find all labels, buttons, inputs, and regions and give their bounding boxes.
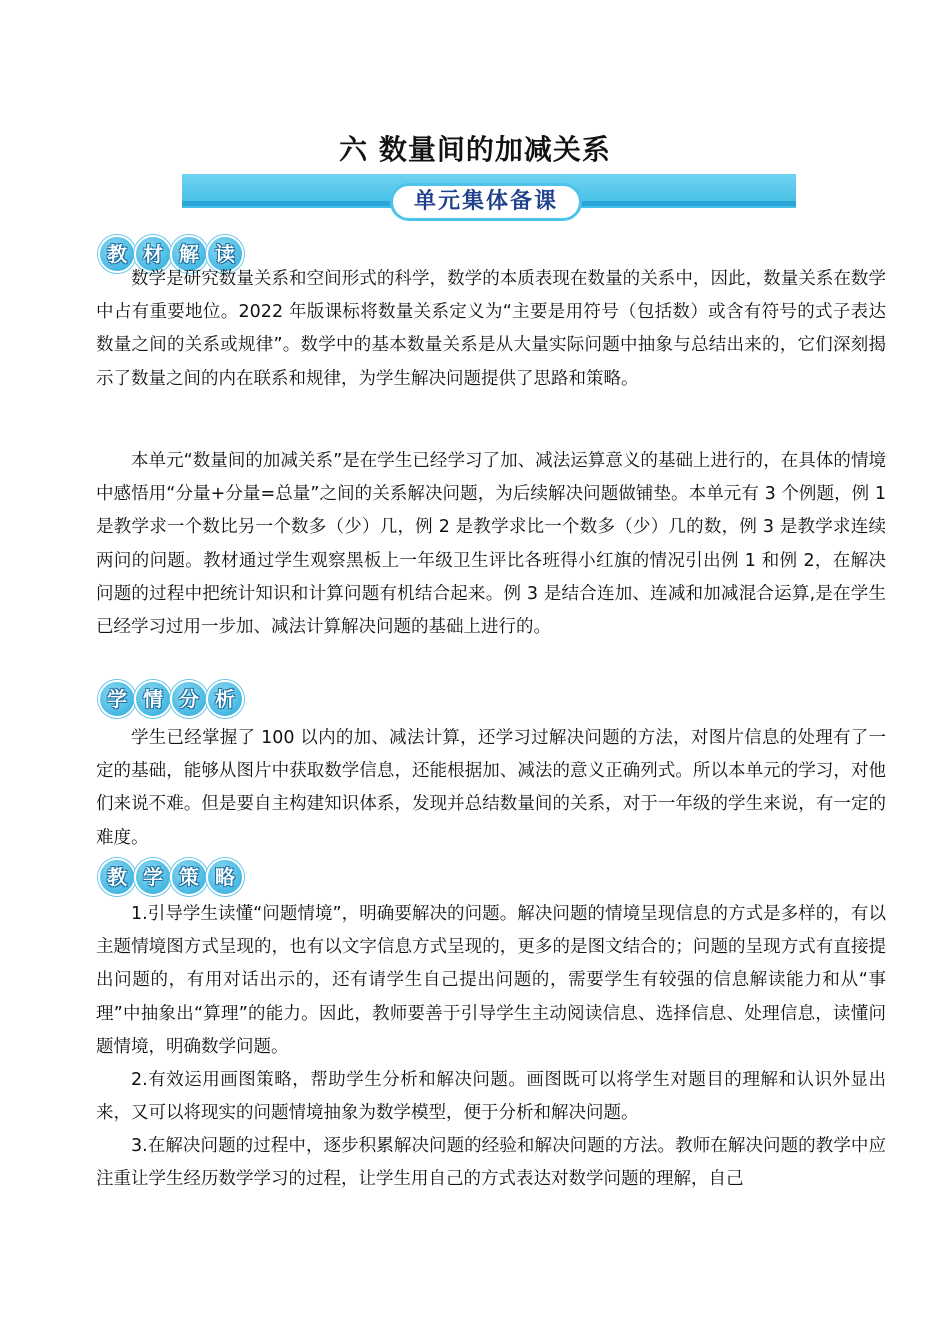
badge-char: 材 — [134, 235, 172, 273]
paragraph: 学生已经掌握了 100 以内的加、减法计算，还学习过解决问题的方法，对图片信息的处理有了一定的基础，能够从图片中获取数学信息，还能根据加、减法的意义正确列式。所以本单元的学习，对他们来说不难。但是要自主构建知识体系，发现并总结数量间的关系，对于一年级的学生来说，有一定的难度。 — [96, 728, 886, 848]
badge-char: 教 — [98, 235, 136, 273]
badge-char: 读 — [206, 235, 244, 273]
section-badge-student-analysis — [98, 680, 242, 718]
paragraph: 本单元“数量间的加减关系”是在学生已经学习了加、减法运算意义的基础上进行的，在具体的情境中感悟用“分量+分量=总量”之间的关系解决问题，为后续解决问题做铺垫。本单元有 3 个例题，例 1 是教学求一个数比另一个数多（少）几，例 2 是教学求比一个数多（少）几的数，例 3 是教学求连续两问的问题。教材通过学生观察黑板上一年级卫生评比各班得小红旗的情况引出例 1 和例 2，在解决问题的过程中把统计知识和计算问题有机结合起来。例 3 是结合连加、连减和加减混合运算,是在学生已经学习过用一步加、减法计算解决问题的基础上进行的。 — [96, 451, 886, 638]
badge-char: 解 — [170, 235, 208, 273]
section-badge-teaching-strategy — [98, 858, 242, 896]
paragraph: 2.有效运用画图策略，帮助学生分析和解决问题。画图既可以将学生对题目的理解和认识外显出来，又可以将现实的问题情境抽象为数学模型，便于分析和解决问题。 — [96, 1070, 886, 1124]
badge-char: 教 — [98, 858, 136, 896]
badge-char: 学 — [98, 680, 136, 718]
unit-banner-label: 单元集体备课 — [390, 183, 582, 221]
chapter-title: 六 数量间的加减关系 — [339, 133, 611, 166]
badge-char: 析 — [206, 680, 244, 718]
badge-char: 学 — [134, 858, 172, 896]
badge-char: 情 — [134, 680, 172, 718]
paragraph: 3.在解决问题的过程中，逐步积累解决问题的经验和解决问题的方法。教师在解决问题的教学中应注重让学生经历数学学习的过程，让学生用自己的方式表达对数学问题的理解，自己 — [96, 1136, 886, 1190]
badge-char: 策 — [170, 858, 208, 896]
paragraph: 数学是研究数量关系和空间形式的科学，数学的本质表现在数量的关系中，因此，数量关系在数学中占有重要地位。2022 年版课标将数量关系定义为“主要是用符号（包括数）或含有符号的式子表达数量之间的关系或规律”。数学中的基本数量关系是从大量实际问题中抽象与总结出来的，它们深刻揭示了数量之间的内在联系和规律，为学生解决问题提供了思路和策略。 — [96, 269, 886, 389]
badge-char: 略 — [206, 858, 244, 896]
badge-char: 分 — [170, 680, 208, 718]
paragraph: 1.引导学生读懂“问题情境”，明确要解决的问题。解决问题的情境呈现信息的方式是多样的，有以主题情境图方式呈现的，也有以文字信息方式呈现的，更多的是图文结合的；问题的呈现方式有直接提出问题的，有用对话出示的，还有请学生自己提出问题的，需要学生有较强的信息解读能力和从“事理”中抽象出“算理”的能力。因此，教师要善于引导学生主动阅读信息、选择信息、处理信息，读懂问题情境，明确数学问题。 — [96, 904, 886, 1057]
